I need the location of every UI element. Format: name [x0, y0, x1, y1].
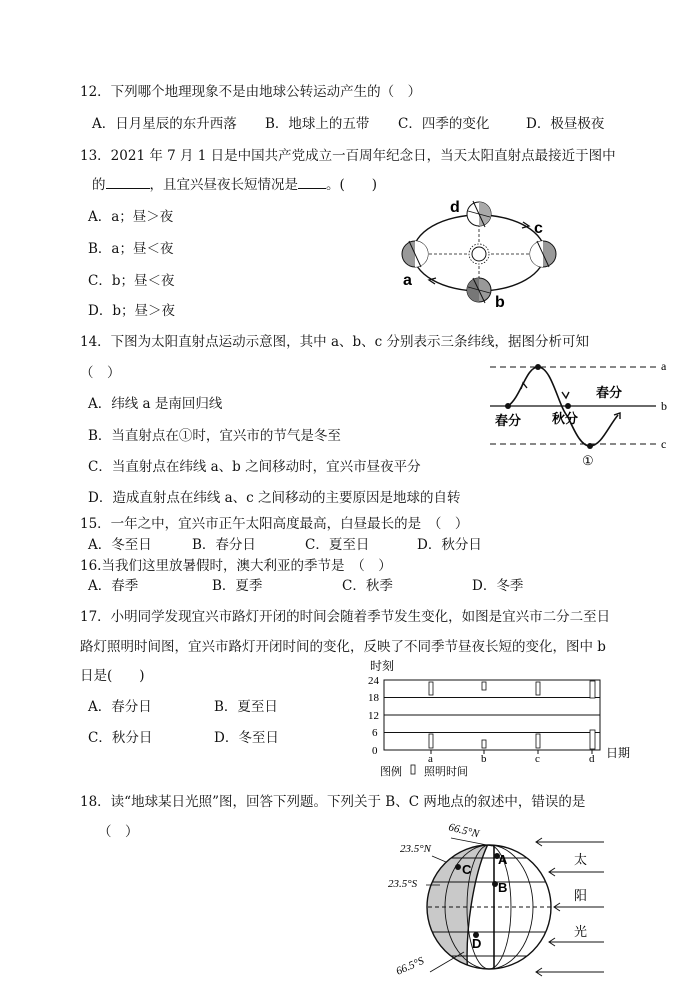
pointer-line: [432, 856, 446, 862]
q13-option-c: C．b；昼＜夜: [88, 273, 175, 289]
y-tick-0: 0: [372, 745, 378, 757]
q13-stem-part3: 。( ): [326, 177, 378, 193]
q13-blank-2: [298, 176, 326, 189]
bar-b-evening: [482, 682, 486, 690]
label-line-c: c: [661, 437, 667, 451]
label-line-b: b: [661, 399, 667, 413]
point-marker: [505, 403, 511, 409]
q13-option-a: A．a；昼＞夜: [88, 209, 174, 225]
label-autumn: 秋分: [552, 411, 579, 426]
q15-option-d: D．秋分日: [417, 537, 482, 553]
point-marker: [587, 443, 593, 449]
q12-option-a: A．日月星辰的东升西落: [92, 116, 237, 132]
curve-arrow: [521, 383, 527, 389]
q17-lighting-chart: [366, 656, 638, 778]
q17-option-d: D．冬至日: [214, 730, 279, 746]
q15-stem: 15．一年之中，宜兴市正午太阳高度最高，白昼最长的是 （ ）: [80, 516, 469, 532]
q13-option-d: D．b；昼＞夜: [88, 303, 175, 319]
bar-b-morning: [482, 740, 486, 748]
q13-blank-1: [106, 176, 150, 189]
x-tick-d: d: [589, 753, 595, 765]
y-tick-6: 6: [372, 727, 378, 739]
label-b: b: [495, 294, 505, 308]
q18-earth-illumination-diagram: [384, 812, 624, 983]
label-a: a: [403, 272, 412, 289]
q14-stem-line1: 14．下图为太阳直射点运动示意图，其中 a、b、c 分别表示三条纬线，据图分析可知: [80, 334, 590, 350]
chart-y-title: 时刻: [370, 659, 395, 673]
q16-option-c: C．秋季: [342, 578, 393, 594]
legend-swatch: [411, 765, 415, 774]
x-tick-b: b: [481, 753, 487, 765]
q18-paren: （ ）: [98, 824, 139, 840]
q14-stem-line2: （ ）: [80, 365, 121, 381]
q15-option-b: B．春分日: [192, 537, 256, 553]
q16-option-a: A．春季: [88, 578, 139, 594]
label-point-d: D: [472, 936, 482, 951]
bar-d-evening: [590, 681, 595, 698]
label-665n: 66.5°N: [447, 821, 481, 841]
q14-option-c: C．当直射点在纬线 a、b 之间移动时，宜兴市昼夜平分: [88, 459, 421, 475]
label-spring-2: 春分: [596, 385, 623, 400]
y-tick-24: 24: [368, 675, 379, 687]
q17-stem-line1: 17．小明同学发现宜兴市路灯开闭的时间会随着季节发生变化，如图是宜兴市二分二至日: [80, 609, 611, 625]
q14-option-b: B．当直射点在①时，宜兴市的节气是冬至: [88, 428, 341, 444]
pointer-line: [451, 838, 492, 846]
label-d: d: [450, 199, 460, 216]
y-tick-18: 18: [368, 692, 379, 704]
q13-orbit-diagram: [393, 193, 565, 308]
label-point-b: B: [498, 880, 508, 895]
label-point-c: C: [462, 862, 472, 877]
label-point-a: A: [498, 852, 508, 867]
sun-icon: [469, 244, 489, 264]
q17-stem-line2: 路灯照明时间图，宜兴市路灯开闭时间的变化，反映了不同季节昼夜长短的变化，图中 b: [80, 639, 606, 655]
q12-option-b: B．地球上的五带: [265, 116, 370, 132]
q16-option-b: B．夏季: [212, 578, 263, 594]
earth-position-c: [530, 241, 556, 267]
q14-option-d: D．造成直射点在纬线 a、c 之间移动的主要原因是地球的自转: [88, 490, 461, 506]
bar-c-evening: [536, 682, 540, 695]
x-axis-title: 日期: [606, 746, 631, 760]
label-sun-2: 阳: [574, 888, 588, 903]
q12-option-c: C．四季的变化: [398, 116, 490, 132]
q15-option-a: A．冬至日: [88, 537, 152, 553]
q12-option-d: D．极昼极夜: [526, 116, 605, 132]
point-marker: [565, 403, 571, 409]
earth-position-d: [467, 201, 491, 227]
y-tick-12: 12: [368, 710, 379, 722]
bar-a-evening: [429, 682, 433, 695]
legend-prefix: 图例: [380, 766, 402, 778]
label-spring-1: 春分: [495, 413, 522, 428]
q14-option-a: A．纬线 a 是南回归线: [88, 396, 223, 412]
label-point-1: ①: [582, 453, 594, 468]
label-235s: 23.5°S: [388, 878, 418, 890]
point-c-marker: [455, 864, 461, 870]
label-665s: 66.5°S: [394, 954, 426, 978]
label-line-a: a: [661, 359, 667, 373]
q13-stem-part2: ，且宜兴昼夜长短情况是: [149, 177, 298, 193]
q15-option-c: C．夏至日: [305, 537, 370, 553]
label-sun-1: 太: [574, 852, 588, 867]
q13-stem-line1: 13．2021 年 7 月 1 日是中国共产党成立一百周年纪念日，当天太阳直射点最接近于图中: [80, 148, 616, 164]
point-marker: [535, 364, 541, 370]
q17-option-c: C．秋分日: [88, 730, 153, 746]
legend-label: 照明时间: [424, 766, 468, 778]
earth-position-b: [467, 278, 491, 303]
q14-direct-point-diagram: [486, 357, 676, 472]
label-c: c: [534, 220, 543, 237]
q13-stem-line2: [92, 176, 377, 194]
q16-option-d: D．冬季: [472, 578, 524, 594]
bar-d-morning: [590, 730, 595, 749]
curve-arrow: [562, 392, 569, 398]
earth-position-a: [402, 241, 428, 267]
q12-stem: 12．下列哪个地理现象不是由地球公转运动产生的（ ）: [80, 84, 422, 100]
q16-stem: 16.当我们这里放暑假时，澳大利亚的季节是 （ ）: [80, 558, 392, 574]
label-sun-3: 光: [574, 924, 588, 939]
q17-option-b: B．夏至日: [214, 699, 278, 715]
x-tick-c: c: [535, 753, 540, 765]
q17-stem-line3: 日是( ): [80, 668, 145, 684]
q13-option-b: B．a；昼＜夜: [88, 241, 174, 257]
x-tick-a: a: [428, 753, 433, 765]
bar-c-morning: [536, 734, 540, 748]
q13-stem-part1: 的: [92, 177, 106, 193]
bar-a-morning: [429, 734, 433, 748]
label-235n: 23.5°N: [400, 843, 431, 855]
q17-option-a: A．春分日: [88, 699, 152, 715]
q18-stem: 18．读“地球某日光照”图，回答下列题。下列关于 B、C 两地点的叙述中，错误的是: [80, 794, 586, 810]
